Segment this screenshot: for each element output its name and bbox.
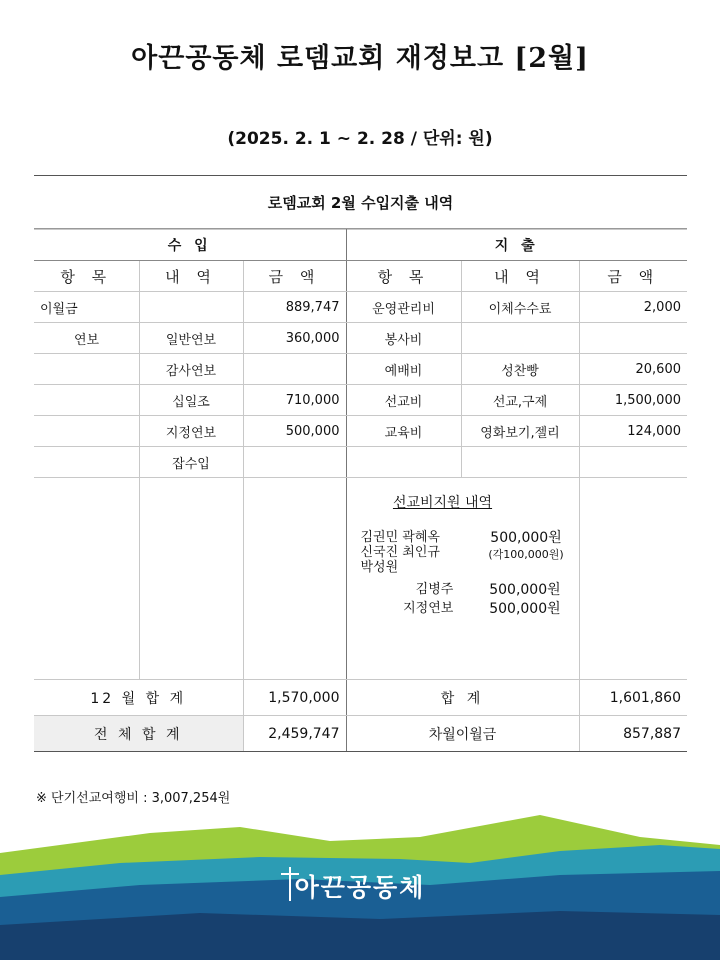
- grand-total-label: 전 체 합 계: [34, 716, 243, 752]
- income-header: 수 입: [34, 230, 346, 261]
- expense-amount: 2,000: [579, 292, 687, 323]
- income-amount: 710,000: [243, 385, 346, 416]
- empty-cell: [579, 478, 687, 680]
- month-total-row: [34, 680, 687, 716]
- grand-total-row: [34, 716, 687, 752]
- mission-names: 김권민 곽혜옥: [360, 530, 440, 545]
- income-detail: 감사연보: [139, 354, 243, 385]
- income-item: [34, 416, 139, 447]
- income-col-item: 항 목: [34, 261, 139, 292]
- income-col-detail: 내 역: [139, 261, 243, 292]
- table-row: [34, 292, 687, 323]
- mission-amount-note: (각100,000원): [488, 548, 564, 561]
- expense-amount: [579, 323, 687, 354]
- income-detail: 일반연보: [139, 323, 243, 354]
- month-total-label: 12 월 합 계: [34, 680, 243, 716]
- table-row: [34, 447, 687, 478]
- table-row: [34, 478, 687, 680]
- carry-over-amount: 857,887: [579, 716, 687, 752]
- table-title: 로뎀교회 2월 수입지출 내역: [34, 175, 687, 229]
- expense-detail: 영화보기,젤리: [461, 416, 579, 447]
- income-amount: 500,000: [243, 416, 346, 447]
- income-amount: [243, 447, 346, 478]
- mission-support-cell: [346, 478, 579, 680]
- mission-amount: 500,000원: [490, 530, 562, 546]
- column-header-row: [34, 261, 687, 292]
- income-item: [34, 447, 139, 478]
- income-amount: [243, 354, 346, 385]
- expense-col-item: 항 목: [346, 261, 461, 292]
- income-detail: 잡수입: [139, 447, 243, 478]
- section-header-row: [34, 230, 687, 261]
- mission-amount: 500,000원: [489, 582, 561, 598]
- mission-entry: [361, 530, 573, 575]
- income-col-amount: 금 액: [243, 261, 346, 292]
- expense-item: 예배비: [346, 354, 461, 385]
- mission-name: 김병주: [415, 582, 454, 597]
- income-item: [34, 354, 139, 385]
- expense-item: 봉사비: [346, 323, 461, 354]
- expense-item: 운영관리비: [346, 292, 461, 323]
- expense-amount: 20,600: [579, 354, 687, 385]
- expense-amount: 124,000: [579, 416, 687, 447]
- expense-total-amount: 1,601,860: [579, 680, 687, 716]
- expense-total-label: 합 계: [346, 680, 579, 716]
- income-detail: 지정연보: [139, 416, 243, 447]
- mission-amount: 500,000원: [489, 601, 561, 617]
- mission-trip-note: ※ 단기선교여행비 : 3,007,254원: [36, 791, 231, 806]
- income-item: [34, 385, 139, 416]
- expense-detail: [461, 323, 579, 354]
- empty-cell: [243, 478, 346, 680]
- table-row: [34, 354, 687, 385]
- expense-detail: 성찬빵: [461, 354, 579, 385]
- mission-names: 신국진 최인규: [360, 545, 440, 560]
- table-row: [34, 416, 687, 447]
- expense-header: 지 출: [346, 230, 687, 261]
- income-detail: 십일조: [139, 385, 243, 416]
- grand-total-amount: 2,459,747: [243, 716, 346, 752]
- expense-item: [346, 447, 461, 478]
- expense-detail: 이체수수료: [461, 292, 579, 323]
- mission-name: 지정연보: [403, 601, 454, 616]
- expense-detail: [461, 447, 579, 478]
- table-row: [34, 385, 687, 416]
- empty-cell: [34, 478, 139, 680]
- mission-names: 박성원: [360, 560, 399, 575]
- expense-item: 선교비: [346, 385, 461, 416]
- page-title: 아끈공동체 로뎀교회 재정보고 [2월]: [131, 43, 589, 74]
- expense-item: 교육비: [346, 416, 461, 447]
- expense-col-amount: 금 액: [579, 261, 687, 292]
- table-row: [34, 323, 687, 354]
- carry-over-label: 차월이월금: [346, 716, 579, 752]
- income-item: 이월금: [34, 292, 139, 323]
- mission-entry: [353, 581, 573, 599]
- mission-title: 선교비지원 내역: [392, 495, 493, 511]
- income-amount: 889,747: [243, 292, 346, 323]
- income-detail: [139, 292, 243, 323]
- ledger-table: [34, 229, 687, 752]
- expense-amount: 1,500,000: [579, 385, 687, 416]
- income-item: 연보: [34, 323, 139, 354]
- footer-logo: 아끈공동체: [294, 873, 426, 902]
- expense-detail: 선교,구제: [461, 385, 579, 416]
- mission-entry: [353, 600, 573, 618]
- empty-cell: [139, 478, 243, 680]
- income-amount: 360,000: [243, 323, 346, 354]
- report-period: (2025. 2. 1 ~ 2. 28 / 단위: 원): [227, 129, 493, 149]
- expense-amount: [579, 447, 687, 478]
- expense-col-detail: 내 역: [461, 261, 579, 292]
- month-total-amount: 1,570,000: [243, 680, 346, 716]
